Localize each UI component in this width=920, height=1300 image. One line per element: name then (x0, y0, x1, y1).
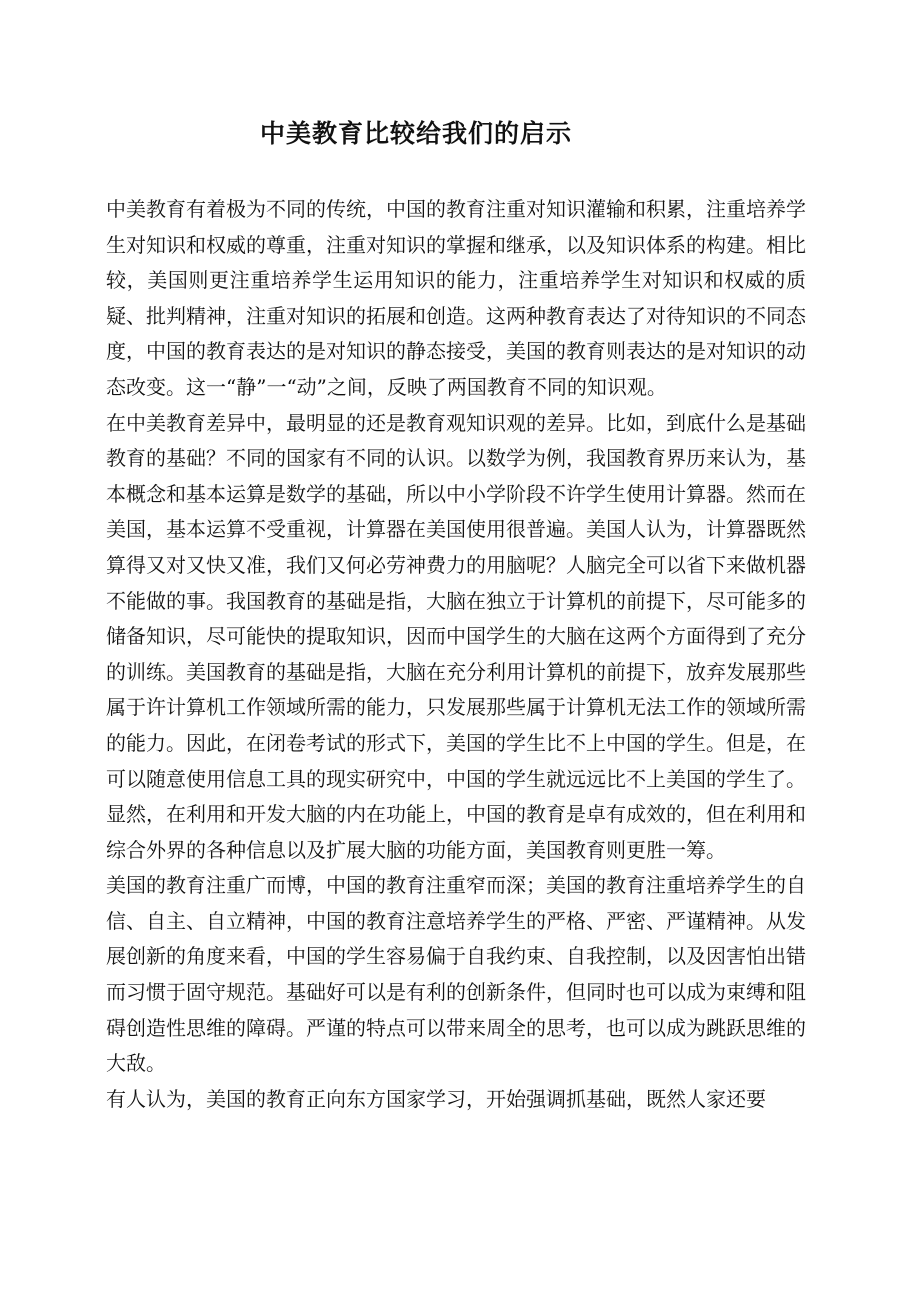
document-title: 中美教育比较给我们的启示 (259, 119, 572, 148)
document-body (106, 192, 806, 1117)
paragraph: 美国的教育注重广而博，中国的教育注重窄而深；美国的教育注重培养学生的自信、自主、自立精神，中国的教育注意培养学生的严格、严密、严谨精神。从发展创新的角度来看，中国的学生容易偏于自我约束、自我控制，以及因害怕出错而习惯于固守规范。基础好可以是有利的创新条件，但同时也可以成为束缚和阻碍创造性思维的障碍。严谨的特点可以带来周全的思考，也可以成为跳跃思维的大敌。 (106, 873, 806, 1076)
paragraph: 有人认为，美国的教育正向东方国家学习，开始强调抓基础，既然人家还要 (106, 1086, 766, 1111)
paragraph: 中美教育有着极为不同的传统，中国的教育注重对知识灌输和积累，注重培养学生对知识和权威的尊重，注重对知识的掌握和继承，以及知识体系的构建。相比较，美国则更注重培养学生运用知识的能力，注重培养学生对知识和权威的质疑、批判精神，注重对知识的拓展和创造。这两种教育表达了对待知识的不同态度，中国的教育表达的是对知识的静态接受，美国的教育则表达的是对知识的动态改变。这一“静”一“动”之间，反映了两国教育不同的知识观。 (106, 197, 806, 399)
paragraph: 在中美教育差异中，最明显的还是教育观知识观的差异。比如，到底什么是基础教育的基础？不同的国家有不同的认识。以数学为例，我国教育界历来认为，基本概念和基本运算是数学的基础，所以中小学阶段不许学生使用计算器。然而在美国，基本运算不受重视，计算器在美国使用很普遍。美国人认为，计算器既然算得又对又快又准，我们又何必劳神费力的用脑呢？人脑完全可以省下来做机器不能做的事。我国教育的基础是指，大脑在独立于计算机的前提下，尽可能多的储备知识，尽可能快的提取知识，因而中国学生的大脑在这两个方面得到了充分的训练。美国教育的基础是指，大脑在充分利用计算机的前提下，放弃发展那些属于许计算机工作领域所需的能力，只发展那些属于计算机无法工作的领域所需的能力。因此，在闭卷考试的形式下，美国的学生比不上中国的学生。但是，在可以随意使用信息工具的现实研究中，中国的学生就远远比不上美国的学生了。显然，在利用和开发大脑的内在功能上，中国的教育是卓有成效的，但在利用和综合外界的各种信息以及扩展大脑的功能方面，美国教育则更胜一筹。 (106, 410, 806, 862)
